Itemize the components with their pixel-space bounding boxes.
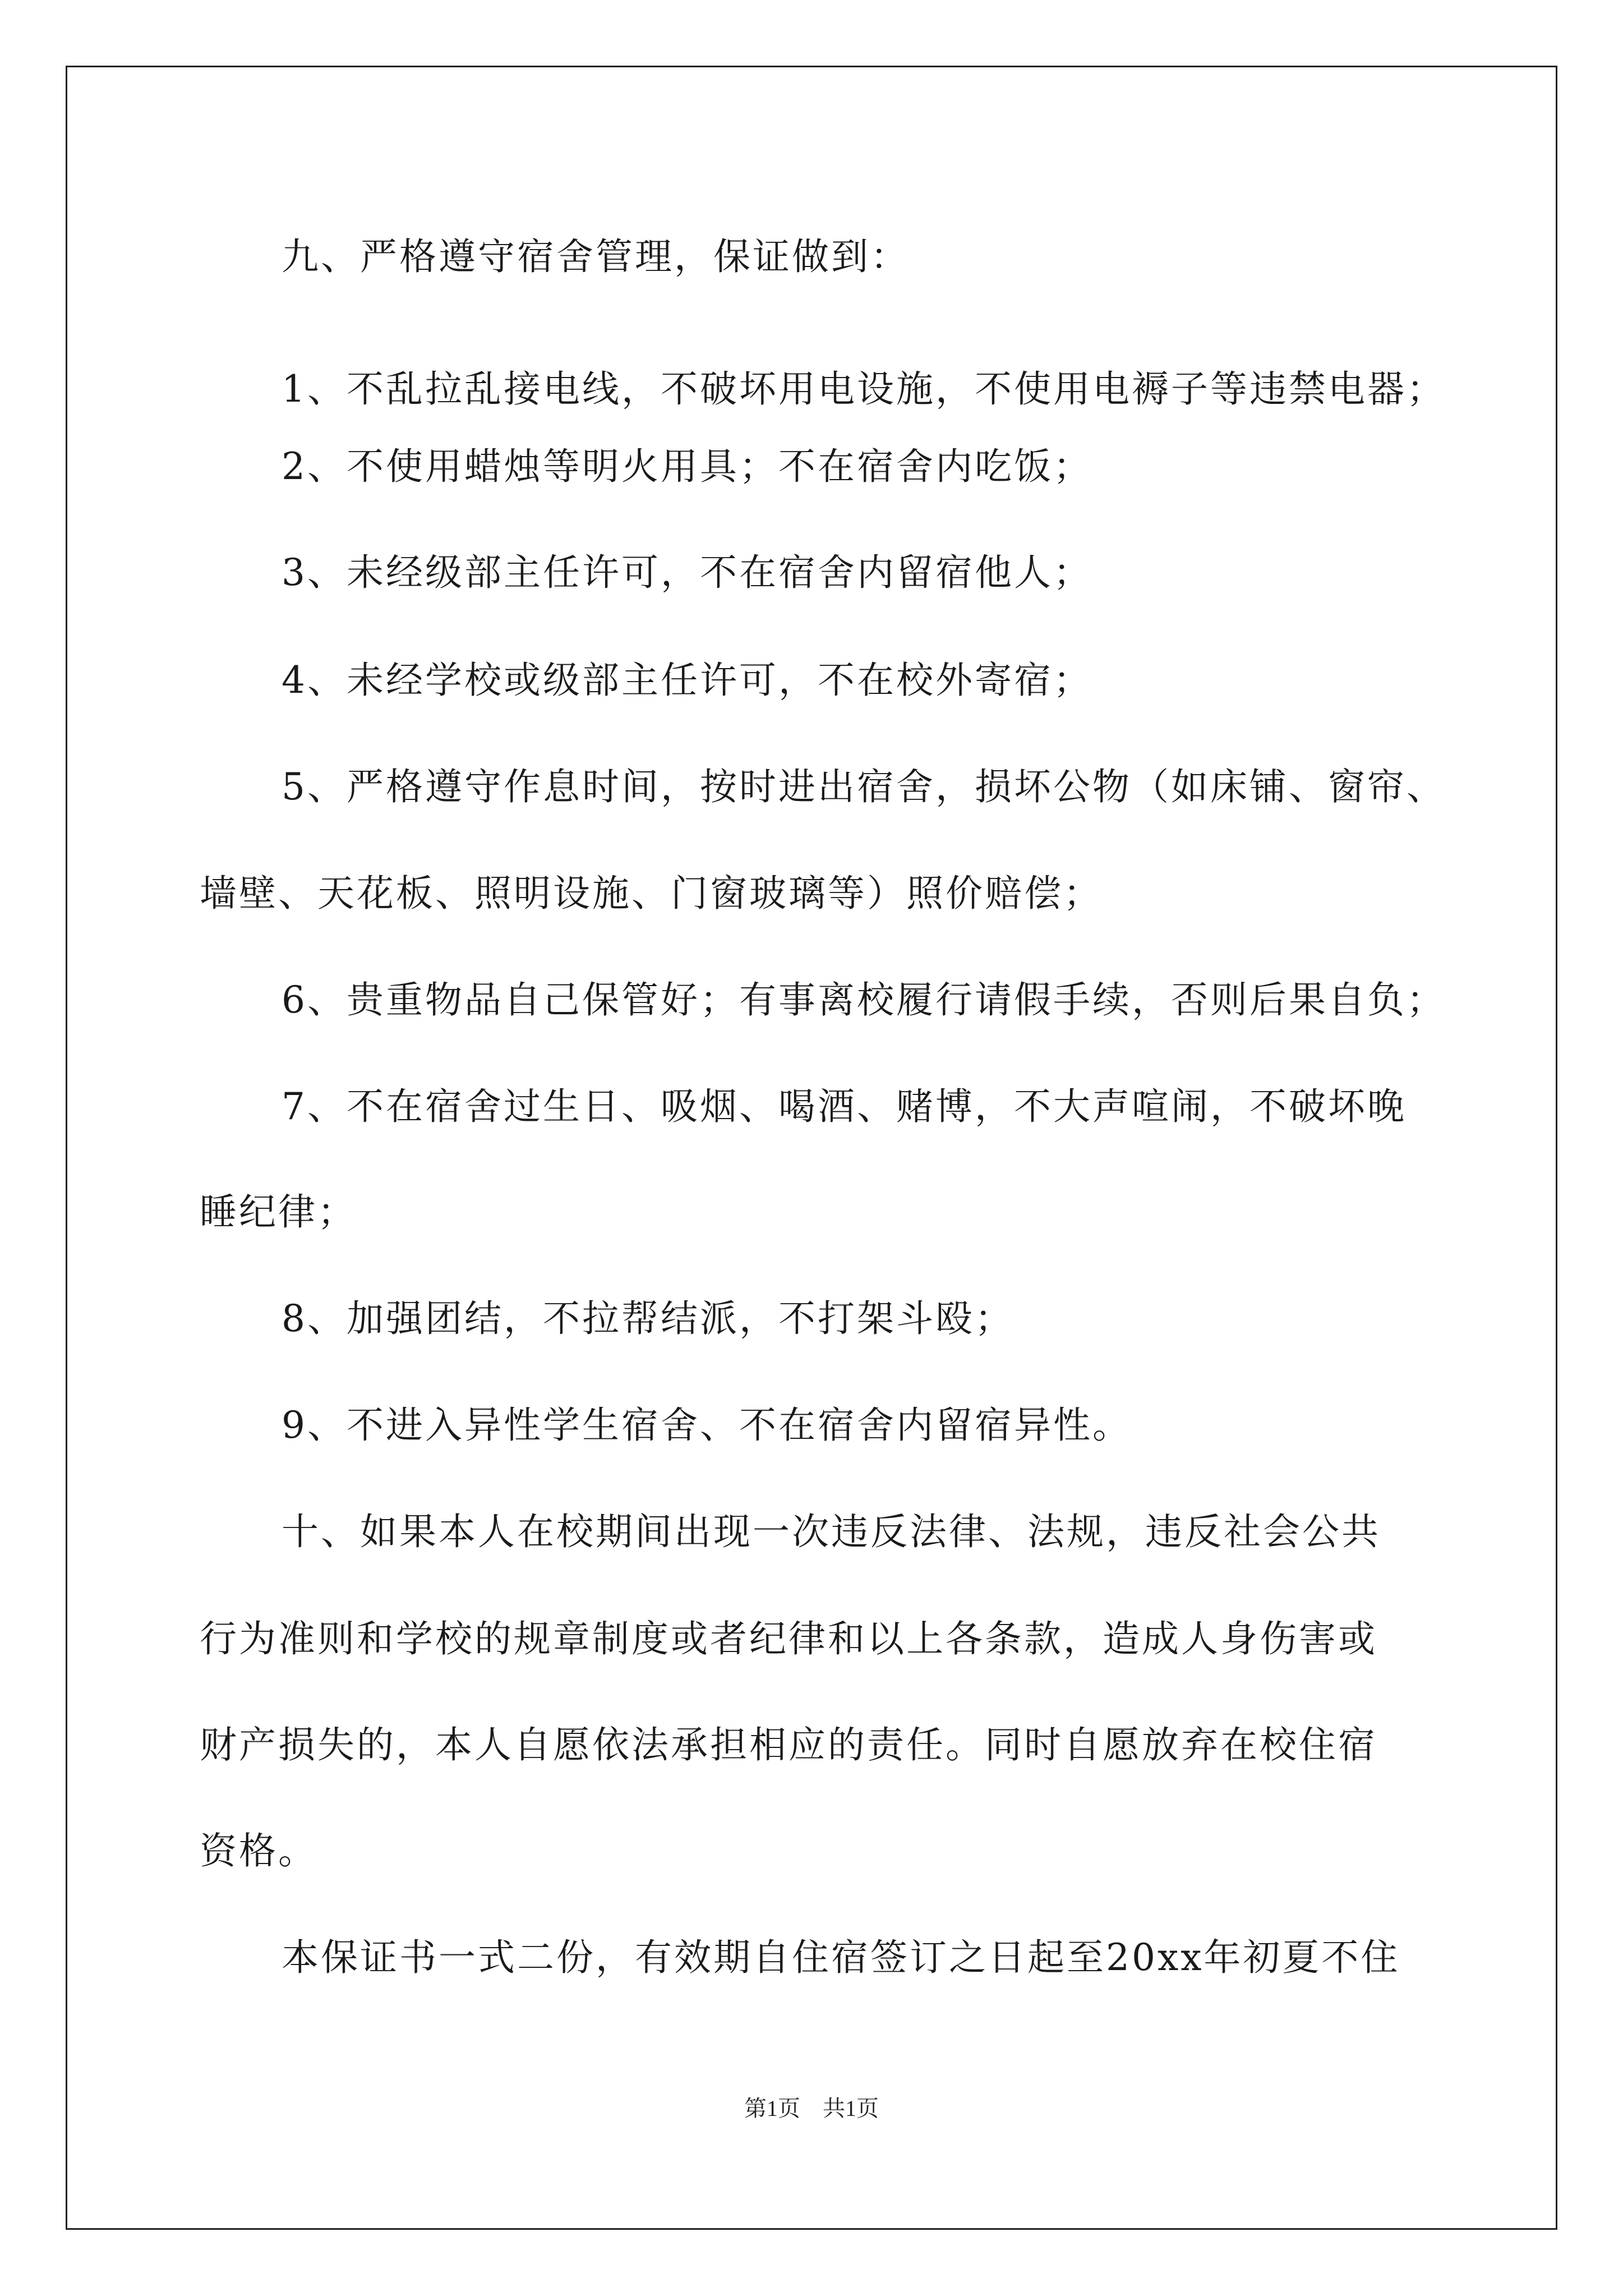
text-line: 十、如果本人在校期间出现一次违反法律、法规，违反社会公共 bbox=[282, 1510, 1381, 1553]
text-line: 2、不使用蜡烛等明火用具；不在宿舍内吃饭； bbox=[282, 445, 1092, 488]
page-number-footer: 第1页 共1页 bbox=[744, 2096, 879, 2121]
text-line: 3、未经级部主任许可，不在宿舍内留宿他人； bbox=[282, 551, 1092, 594]
text-line: 本保证书一式二份，有效期自住宿签订之日起至20xx年初夏不住 bbox=[282, 1936, 1400, 1979]
text-line: 4、未经学校或级部主任许可，不在校外寄宿； bbox=[282, 659, 1092, 702]
text-line: 8、加强团结，不拉帮结派，不打架斗殴； bbox=[282, 1297, 1014, 1340]
text-line: 7、不在宿舍过生日、吸烟、喝酒、赌博，不大声喧闹，不破坏晚 bbox=[282, 1085, 1407, 1128]
text-line: 9、不进入异性学生宿舍、不在宿舍内留宿异性。 bbox=[282, 1404, 1132, 1447]
text-line: 6、贵重物品自己保管好；有事离校履行请假手续，否则后果自负； bbox=[282, 978, 1446, 1022]
text-line: 1、不乱拉乱接电线，不破坏用电设施，不使用电褥子等违禁电器； bbox=[282, 367, 1446, 411]
text-line: 睡纪律； bbox=[200, 1190, 357, 1234]
text-line: 财产损失的，本人自愿依法承担相应的责任。同时自愿放弃在校住宿 bbox=[200, 1723, 1377, 1766]
text-line: 九、严格遵守宿舍管理，保证做到： bbox=[282, 235, 910, 278]
text-line: 行为准则和学校的规章制度或者纪律和以上各条款，造成人身伤害或 bbox=[200, 1617, 1377, 1660]
text-line: 5、严格遵守作息时间，按时进出宿舍，损坏公物（如床铺、窗帘、 bbox=[282, 765, 1446, 808]
text-line: 资格。 bbox=[200, 1829, 317, 1872]
text-line: 墙壁、天花板、照明设施、门窗玻璃等）照价赔偿； bbox=[200, 872, 1103, 915]
